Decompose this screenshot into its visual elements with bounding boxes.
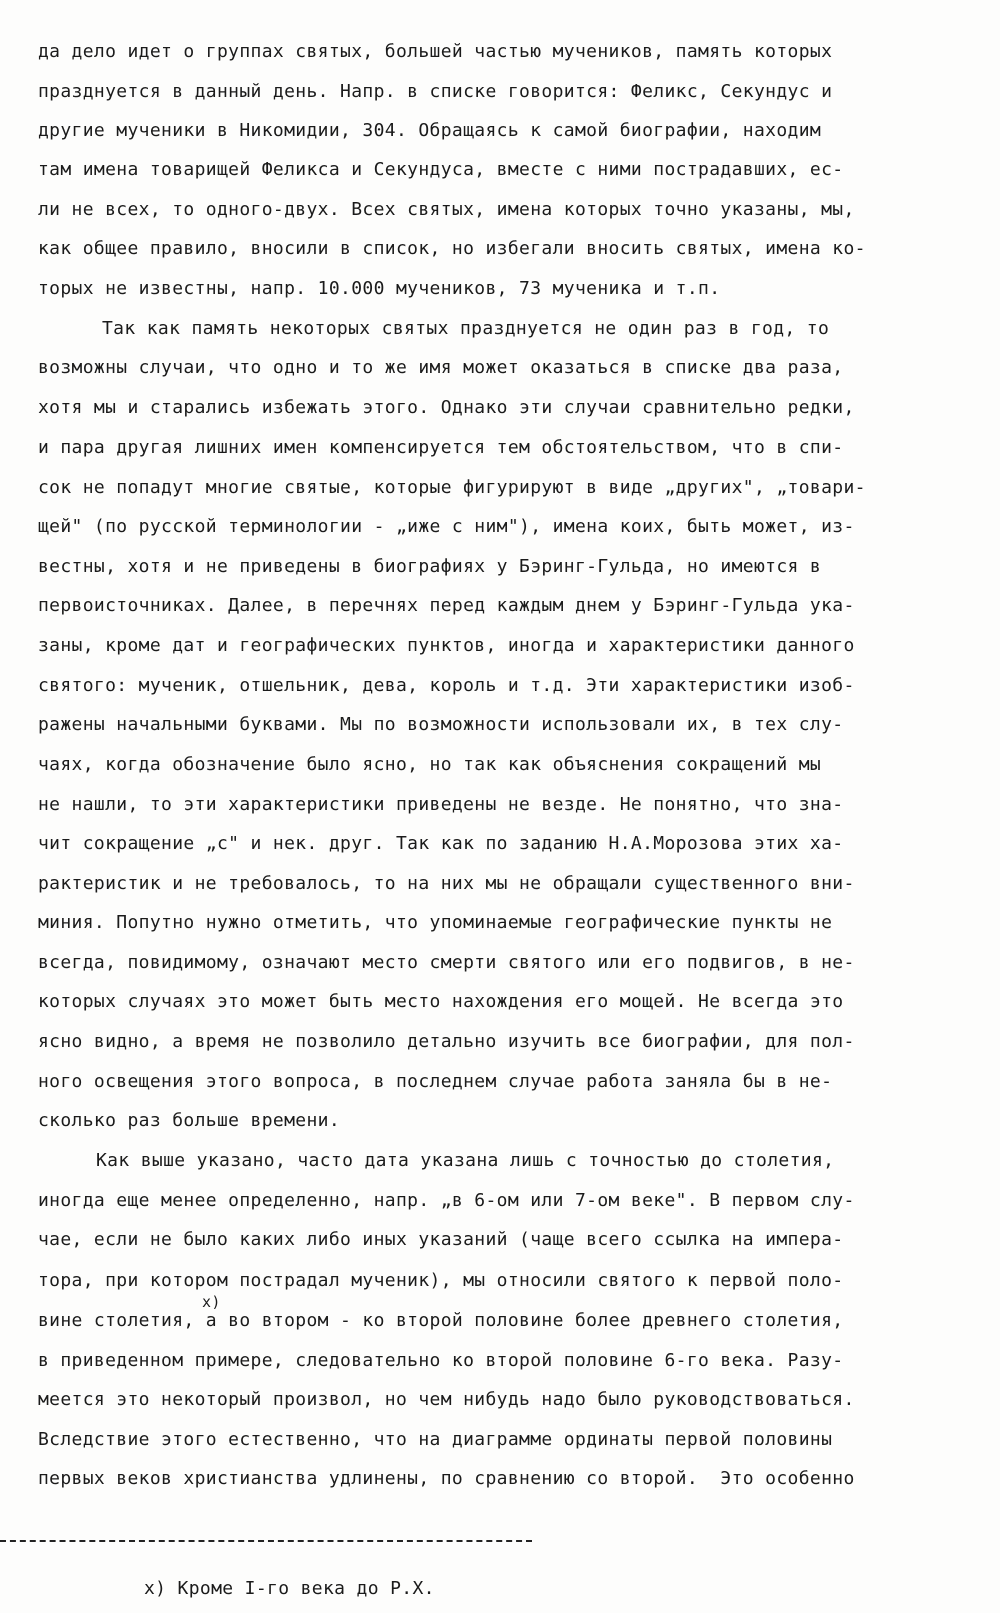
text-line: первоисточниках. Далее, в перечнях перед каждым днем у Бэринг-Гульда ука- [38,595,855,616]
text-line: и пара другая лишних имен компенсируется тем обстоятельством, что в спи- [38,437,844,458]
text-line: всегда, повидимому, означают место смерти святого или его подвигов, в не- [38,952,855,973]
text-line: возможны случаи, что одно и то же имя может оказаться в списке два раза, [38,357,844,378]
text-line: ражены начальными буквами. Мы по возможности использовали их, в тех слу- [38,714,844,735]
text-line: сколько раз больше времени. [38,1110,341,1131]
text-line: празднуется в данный день. Напр. в списке говорится: Феликс, Секундус и [38,81,833,102]
text-line: рактеристик и не требовалось, то на них мы не обращали существенного вни- [38,873,855,894]
text-line: святого: мученик, отшельник, дева, король и т.д. Эти характеристики изоб- [38,675,855,696]
text-line: другие мученики в Никомидии, 304. Обращаясь к самой биографии, находим [38,120,822,141]
text-line: которых случаях это может быть место нахождения его мощей. Не всегда это [38,991,844,1012]
text-line: Вследствие этого естественно, что на диаграмме ординаты первой половины [38,1429,833,1450]
text-line: щей" (по русской терминологии - „иже с ним"), имена коих, быть может, из- [38,516,855,537]
text-line: иногда еще менее определенно, напр. „в 6-ом или 7-ом веке". В первом слу- [38,1190,855,1211]
text-line: ного освещения этого вопроса, в последнем случае работа заняла бы в не- [38,1071,833,1092]
text-line: ли не всех, то одного-двух. Всех святых, имена которых точно указаны, мы, [38,199,855,220]
text-line: заны, кроме дат и географических пунктов, иногда и характеристики данного [38,635,855,656]
text-line: меется это некоторый произвол, но чем нибудь надо было руководствоваться. [38,1389,855,1410]
text-line: Так как память некоторых святых празднуется не один раз в год, то [102,318,830,339]
text-line: миния. Попутно нужно отметить, что упоминаемые географические пункты не [38,912,833,933]
footnote-marker: x) [202,1293,221,1311]
text-line: чае, если не было каких либо иных указаний (чаще всего ссылка на импера- [38,1229,844,1250]
text-line: Как выше указано, часто дата указана лишь с точностью до столетия, [96,1150,835,1171]
text-line: чит сокращение „c" и нек. друг. Так как по заданию Н.А.Морозова этих ха- [38,833,844,854]
text-line: ясно видно, а время не позволило детально изучить все биографии, для пол- [38,1031,855,1052]
text-line: как общее правило, вносили в список, но избегали вносить святых, имена ко- [38,238,866,259]
text-line: торых не известны, напр. 10.000 мучеников, 73 мученика и т.п. [38,278,721,299]
text-line: вестны, хотя и не приведены в биографиях у Бэринг-Гульда, но имеются в [38,556,822,577]
text-line: хотя мы и старались избежать этого. Однако эти случаи сравнительно редки, [38,397,855,418]
text-line: там имена товарищей Феликса и Секундуса, вместе с ними пострадавших, ес- [38,159,844,180]
text-line: да дело идет о группах святых, большей частью мучеников, память которых [38,41,833,62]
text-line: первых веков христианства удлинены, по сравнению со второй. Это особенно [38,1468,855,1489]
text-line: сок не попадут многие святые, которые фигурируют в виде „других", „товари- [38,477,866,498]
text-line: чаях, когда обозначение было ясно, но так как объяснения сокращений мы [38,754,822,775]
text-line: тора, при котором пострадал мученик), мы относили святого к первой поло- [38,1270,844,1291]
text-line: не нашли, то эти характеристики приведены не везде. Не понятно, что зна- [38,794,844,815]
footnote-separator [0,1540,532,1542]
footnote: x) Кроме I-го века до Р.Х. [144,1578,435,1599]
text-line: вине столетия, а во втором - ко второй половине более древнего столетия, [38,1310,844,1331]
text-line: в приведенном примере, следовательно ко второй половине 6-го века. Разу- [38,1350,844,1371]
